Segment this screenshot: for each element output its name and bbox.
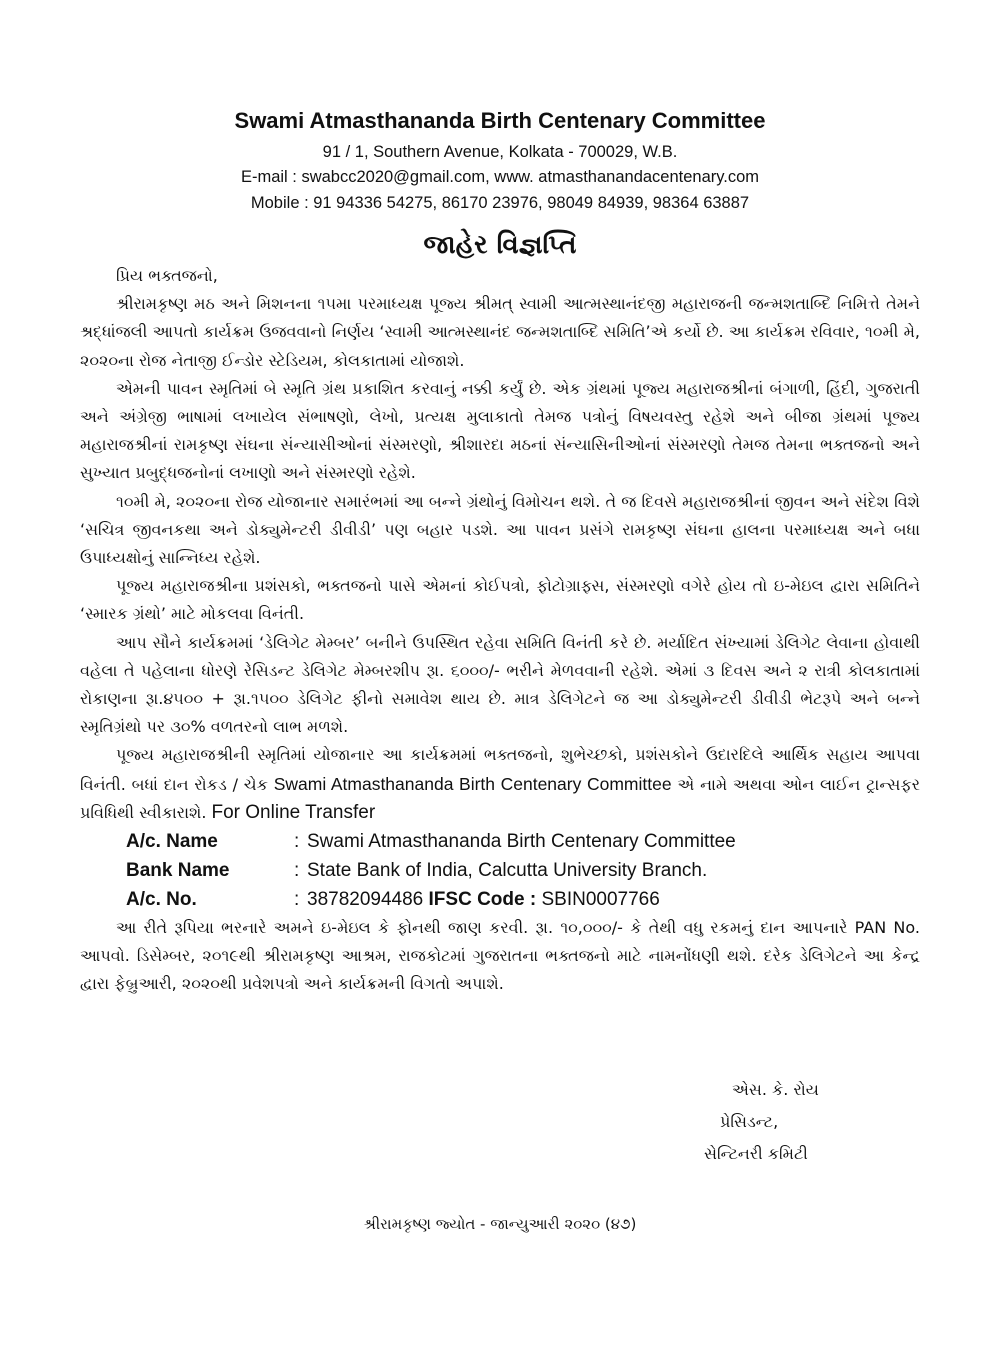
donation-mid: એ નામે અથવા ઓન લાઈન ટ્રાન્સફર પ્રવિધિથી સ્વીકારાશે.	[80, 774, 921, 822]
bank-row-bank-name	[80, 856, 920, 885]
separator: :	[294, 889, 300, 911]
notice-body	[80, 262, 920, 999]
ifsc-value: SBIN0007766	[541, 889, 660, 911]
bank-details	[80, 827, 920, 914]
closing-paragraph: આ રીતે રૂપિયા ભરનારે અમને ઇ-મેઇલ કે ફોનથી જાણ કરવી. રૂા. ૧૦,૦૦૦/- કે તેથી વધુ રકમનું દાન આપનારે PAN No. આપવો. ડિસેમ્બર, ૨૦૧૯થી શ્રીરામકૃષ્ણ આશ્રમ, રાજકોટમાં ગુજરાતના ભક્તજનો માટે નામનોંધણી થશે. દરેક ડેલિગેટને આ કેન્દ્ર દ્વારા ફેબ્રુઆરી, ૨૦૨૦થી પ્રવેશપત્રો અને કાર્યક્રમની વિગતો અપાશે.	[80, 918, 920, 994]
donation-payee: Swami Atmasthananda Birth Centenary Committee	[273, 773, 672, 794]
paragraph-1: શ્રીરામકૃષ્ણ મઠ અને મિશનના ૧૫મા પરમાધ્યક્ષ પૂજ્ય શ્રીમત્ સ્વામી આત્મસ્થાનંદજી મહારાજની જન્મશતાબ્દિ નિમિત્તે તેમને શ્રદ્ધાંજલી આપતો કાર્યક્રમ ઉજવવાનો નિર્ણય ‘સ્વામી આત્મસ્થાનંદ જન્મશતાબ્દિ સમિતિ’એ કર્યો છે. આ કાર્યક્રમ રવિવાર, ૧૦મી મે, ૨૦૨૦ના રોજ નેતાજી ઈન્ડોર સ્ટેડિયમ, કોલકાતામાં યોજાશે.	[80, 294, 920, 370]
separator: :	[294, 831, 300, 853]
bank-name-value: State Bank of India, Calcutta University Branch.	[307, 860, 708, 882]
organization-name: Swami Atmasthananda Birth Centenary Committee	[234, 108, 766, 133]
organization-email-web: E-mail : swabcc2020@gmail.com, www. atmasthanandacentenary.com	[240, 168, 760, 186]
bank-row-account-name	[80, 827, 920, 856]
paragraph-3: ૧૦મી મે, ૨૦૨૦ના રોજ યોજાનાર સમારંભમાં આ બન્ને ગ્રંથોનું વિમોચન થશે. તે જ દિવસે મહારાજશ્રીનાં જીવન અને સંદેશ વિશે ‘સચિત્ર જીવનકથા અને ડોક્યુમેન્ટરી ડીવીડી’ પણ બહાર પડશે. આ પાવન પ્રસંગે રામકૃષ્ણ સંઘના હાલના પરમાધ્યક્ષ અને બધા ઉપાધ્યક્ષોનું સાન્નિધ્ય રહેશે.	[80, 491, 920, 568]
separator: :	[294, 860, 300, 882]
page-footer: શ્રીરામકૃષ્ણ જ્યોત - જાન્યુઆરી ૨૦૨૦ (૪૭)	[363, 1215, 637, 1233]
account-name-label: A/c. Name	[126, 831, 218, 853]
salutation: પ્રિય ભક્તજનો,	[116, 266, 218, 285]
account-name-value: Swami Atmasthananda Birth Centenary Committee	[307, 831, 736, 853]
account-number-value: 38782094486	[307, 889, 424, 911]
donation-lead: પૂજ્ય મહારાજશ્રીની સ્મૃતિમાં યોજાનાર આ કાર્યક્રમમાં ભક્તજનો, શુભેચ્છકો, પ્રશંસકોને ઉદારદિલે આર્થિક સહાય આપવા વિનંતી. બધાં દાન રોકડ / ચેક	[80, 745, 920, 794]
paragraph-4: પૂજ્ય મહારાજશ્રીના પ્રશંસકો, ભક્તજનો પાસે એમનાં કોઈપત્રો, ફોટોગ્રાફ્સ, સંસ્મરણો વગેરે હોય તો ઇ-મેઇલ દ્વારા સમિતિને ‘સ્મારક ગ્રંથો’ માટે મોકલવા વિનંતી.	[80, 576, 920, 624]
online-transfer-label: For Online Transfer	[211, 801, 376, 823]
paragraph-5: આપ સૌને કાર્યક્રમમાં ‘ડેલિગેટ મેમ્બર’ બનીને ઉપસ્થિત રહેવા સમિતિ વિનંતી કરે છે. મર્યાદિત સંખ્યામાં ડેલિગેટ લેવાના હોવાથી વહેલા તે પહેલાના ધોરણે રેસિડન્ટ ડેલિગેટ મેમ્બરશીપ રૂા. ૬૦૦૦/- ભરીને મેળવવાની રહેશે. એમાં ૩ દિવસ અને ૨ રાત્રી કોલકાતામાં રોકાણના રૂા.૪૫૦૦ + રૂા.૧૫૦૦ ડેલિગેટ ફીનો સમાવેશ થાય છે. માત્ર ડેલિગેટને જ આ ડોક્યુમેન્ટરી ડીવીડી ભેટરૂપે અને બન્ને સ્મૃતિગ્રંથો પર ૩૦% વળતરનો લાભ મળશે.	[80, 632, 920, 737]
signatory-name: એસ. કે. રોય	[732, 1080, 819, 1099]
organization-mobile: Mobile : 91 94336 54275, 86170 23976, 98049 84939, 98364 63887	[250, 194, 750, 212]
paragraph-2: એમની પાવન સ્મૃતિમાં બે સ્મૃતિ ગ્રંથ પ્રકાશિત કરવાનું નક્કી કર્યું છે. એક ગ્રંથમાં પૂજ્ય મહારાજશ્રીનાં બંગાળી, હિંદી, ગુજરાતી અને અંગ્રેજી ભાષામાં લખાયેલ સંભાષણો, લેખો, પ્રત્યક્ષ મુલાકાતો તેમજ પત્રોનું વિષયવસ્તુ રહેશે અને બીજા ગ્રંથમાં પૂજ્ય મહારાજશ્રીનાં રામકૃષ્ણ સંઘના સંન્યાસીઓનાં સંસ્મરણો, શ્રીશારદા મઠનાં સંન્યાસિનીઓનાં સંસ્મરણો તેમજ તેમના ભક્તજનો અને સુખ્યાત પ્રબુદ્ધજનોનાં લખાણો અને સંસ્મરણો રહેશે.	[80, 378, 920, 483]
signature-block	[700, 1074, 819, 1170]
account-number-label: A/c. No.	[126, 889, 197, 911]
bank-name-label: Bank Name	[126, 860, 230, 882]
signatory-committee: સેન્ટિનરી કમિટી	[704, 1144, 808, 1163]
ifsc-label: IFSC Code :	[428, 889, 537, 911]
bank-row-account-number	[80, 885, 920, 914]
organization-address: 91 / 1, Southern Avenue, Kolkata - 700029, W.B.	[322, 143, 678, 161]
donation-paragraph	[80, 741, 920, 827]
signatory-title: પ્રેસિડન્ટ,	[720, 1112, 779, 1131]
notice-heading: જાહેર વિજ્ઞપ્તિ	[423, 230, 577, 260]
